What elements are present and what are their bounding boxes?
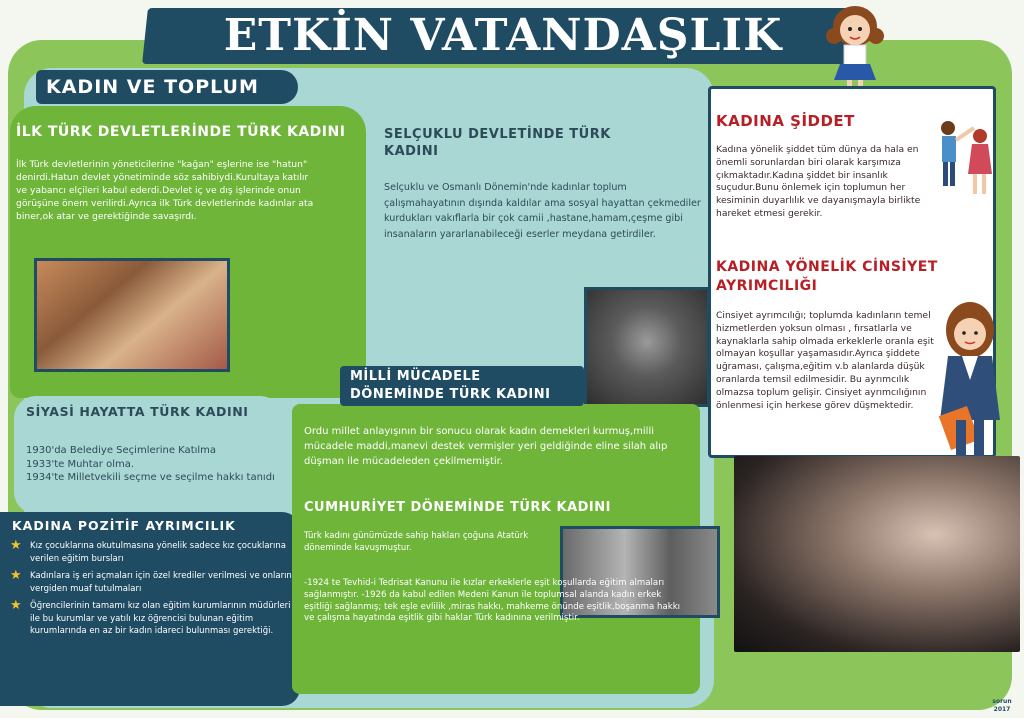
siyasi-line: 1934'te Milletvekili seçme ve seçilme hakkı tanıdı	[26, 472, 275, 483]
cinsiyet-text: Cinsiyet ayrımcılığı; toplumda kadınların temel hizmetlerden yoksun olması , fırsatlarla ve kaynaklarla sahip olmada erkeklerle oranla eşit olmayan koşullar yaşamasıdır.Ayrıca şiddete uğraması, çalışma,eğitim v.b alanlarda düşük oranlarda temsil edilmesidir. Bu ayrımcılık olmazsa toplum gelişir. Cinsiyet ayrımcılığının önlenmesi için herkese görev düşmektedir.	[716, 310, 934, 411]
ilk-turk-heading: İLK TÜRK DEVLETLERİNDE TÜRK KADINI	[16, 124, 346, 140]
footer-logo	[984, 698, 1020, 716]
historic-woman-photo	[584, 287, 710, 407]
ilk-turk-text: İlk Türk devletlerinin yöneticilerine "kağan" eşlerine ise "hatun" denirdi.Hatun devlet yönetiminde söz sahibiydi.Kurultaya katılır ve yabancı elçileri kabul ederdi.Devlet iç ve dış işlerinde onun görüşüne önem verilirdi.Ayrıca ilk Türk devletlerinde kadınlar ata biner,ok atar ve gerektiğinde savaşırdı.	[16, 159, 314, 222]
siddet-heading: KADINA ŞİDDET	[716, 112, 855, 130]
milli-heading-line: MİLLİ MÜCADELE	[350, 369, 481, 384]
list-item-text: Kız çocuklarına okutulmasına yönelik sadece kız çocuklarına verilen eğitim bursları	[30, 541, 286, 564]
pozitif-heading: KADINA POZİTİF AYRIMCILIK	[12, 518, 236, 533]
list-item	[10, 598, 292, 638]
selcuklu-heading: SELÇUKLU DEVLETİNDE TÜRK KADINI	[384, 127, 611, 159]
siyasi-line: 1933'te Muhtar olma.	[26, 458, 135, 470]
cumhuriyet-heading: CUMHURİYET DÖNEMİNDE TÜRK KADINI	[304, 500, 611, 515]
violence-illustration	[928, 114, 998, 200]
kadin-ve-toplum-banner: KADIN VE TOPLUM	[36, 70, 298, 104]
milli-heading-line: DÖNEMİNDE TÜRK KADINI	[350, 387, 551, 402]
star-icon: ★	[10, 598, 22, 613]
siddet-text: Kadına yönelik şiddet tüm dünya da hala en önemli sorunlardan biri olarak karşımıza çıkmaktadır.Kadına şiddet bir insanlık suçudur.Bunu önlemek için toplumun her kesiminin duyarlılık ve dayanışmayla birlikte hareket etmesi gerekir.	[716, 144, 921, 219]
cumhuriyet-text: -1924 te Tevhid-i Tedrisat Kanunu ile kızlar erkeklerle eşit koşullarda eğitim almaları sağlanmıştır. -1926 da kabul edilen Medeni Kanun ile toplumsal alanda kadın erkek eşitliği sağlanmış; tek eşle evlilik ,miras hakkı, mahkeme önünde eşitlik,boşanma hakkı ve çalışma hayatında eşitlik gibi haklar Türk kadınına verilmiştir.	[304, 578, 681, 624]
warrior-woman-image	[34, 258, 230, 372]
cumhuriyet-intro: Türk kadını günümüzde sahip hakları çoğuna Atatürk döneminde kavuşmuştur.	[304, 531, 529, 553]
pozitif-list	[10, 538, 292, 700]
list-item	[10, 568, 292, 595]
siyasi-heading: SİYASİ HAYATTA TÜRK KADINI	[26, 404, 249, 419]
list-item	[10, 538, 292, 565]
siyasi-list	[26, 444, 276, 514]
milli-text: Ordu millet anlayışının bir sonucu olarak kadın demekleri kurmuş,milli mücadele maddi,manevi destek vermişler yeri geldiğinde eline silah alıp düşman ile mücadeleden çekilmemiştir.	[304, 426, 668, 467]
siyasi-line: 1930'da Belediye Seçimlerine Katılma	[26, 445, 217, 456]
milli-heading-banner	[340, 366, 584, 406]
page-title: ETKİN VATANDAŞLIK	[223, 10, 783, 61]
list-item-text: Öğrencilerinin tamamı kız olan eğitim kurumlarının müdürleri ile bu kurumlar ve yatılı kız öğrencisi bulunan eğitim kurumlarında en az bir kadın idareci bulunması gerektiği.	[30, 601, 291, 636]
selcuklu-text: Selçuklu ve Osmanlı Dönemin'nde kadınlar toplum çalışmahayatının dışında kaldılar ama sosyal hayattan çekmediler kurdukları vakıflarla bir çok camii ,hastane,hamam,çeşme gibi insanaların yararlanabileceği eserler meydana getirdiler.	[384, 182, 701, 240]
star-icon: ★	[10, 538, 22, 553]
footer-date: 2017	[993, 706, 1011, 713]
cinsiyet-heading: KADINA YÖNELİK CİNSİYET AYRIMCILIĞI	[716, 259, 938, 294]
list-item-text: Kadınlara iş eri açmaları için özel krediler verilmesi ve onların vergiden muaf tutulmaları	[30, 571, 292, 594]
footer-logo-text: sorun	[992, 698, 1012, 705]
star-icon: ★	[10, 568, 22, 583]
girl-illustration	[820, 2, 890, 94]
stop-violence-photo	[734, 456, 1020, 652]
teacher-illustration	[922, 300, 1018, 476]
